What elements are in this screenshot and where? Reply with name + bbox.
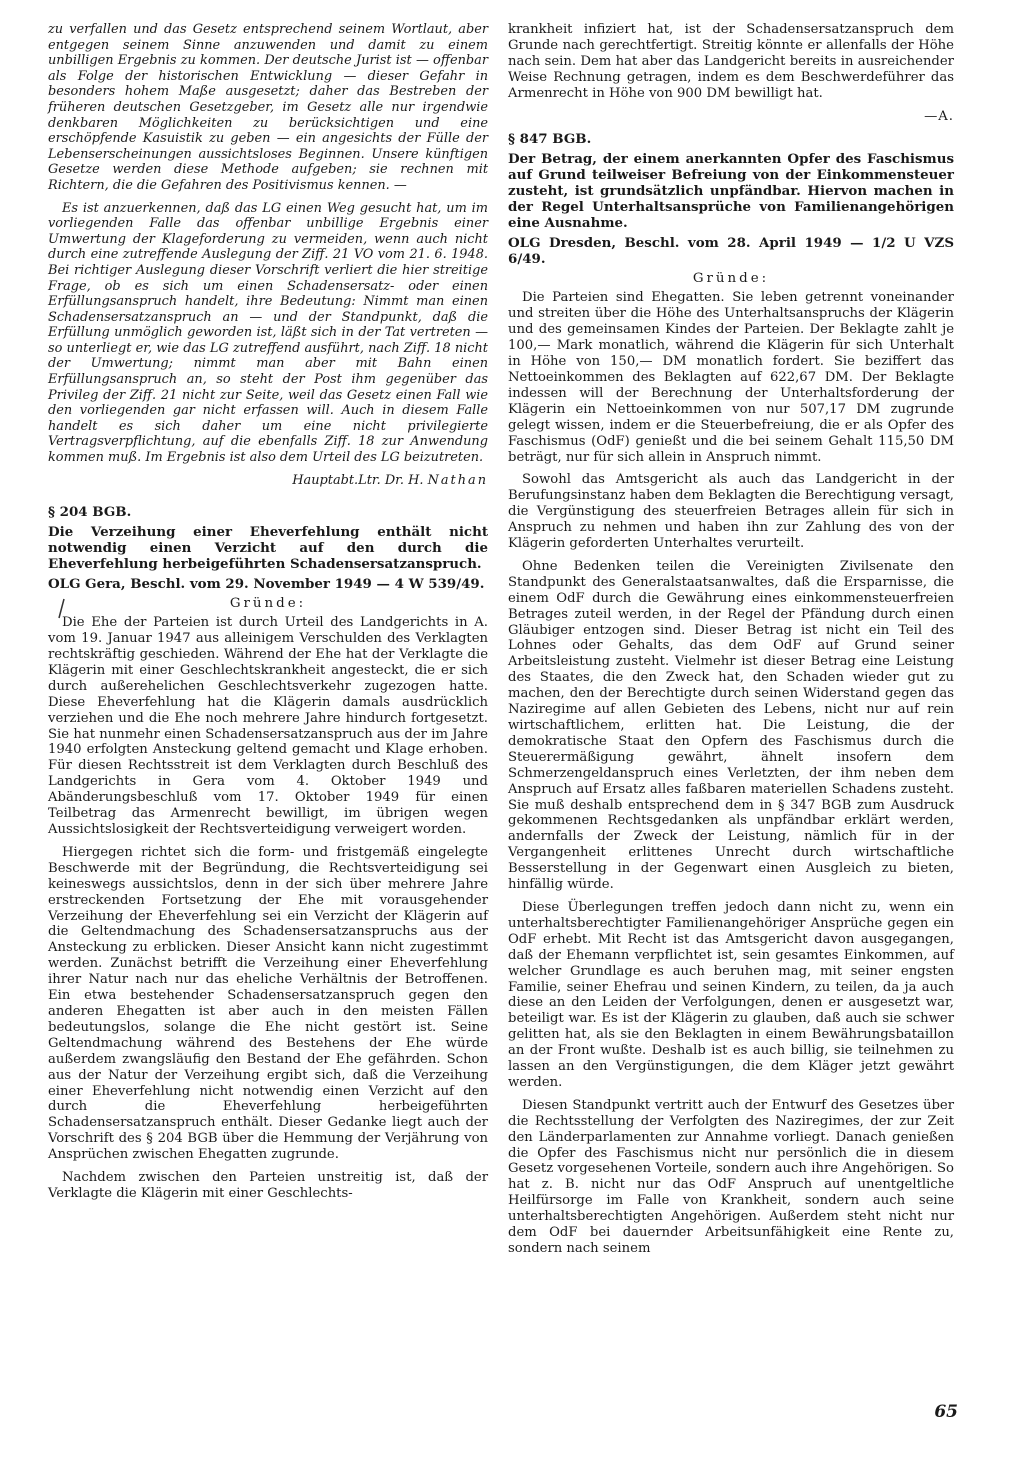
body-paragraph: Sowohl das Amtsgericht als auch das Landgericht in der Berufungsinstanz haben dem Beklagten die Berechtigung versagt, die Vergünstigung des steuerfreien Betrages allein für sich in Anspruch zu nehmen und haben ihn zur Zahlung des von der Klägerin geforderten Unterhaltes verurteilt. <box>508 472 954 552</box>
body-paragraph: Nachdem zwischen den Parteien unstreitig ist, daß der Verklagte die Klägerin mit einer Geschlechts- <box>48 1170 488 1201</box>
body-paragraph: Ohne Bedenken teilen die Vereinigten Zivilsenate den Standpunkt des Generalstaatsanwaltes, daß die Ersparnisse, die einem OdF durch die Gewährung eines einkommensteuerfreien Betrages zuteil werden, in der Regel der Pfändung durch einen Gläubiger entzogen sind. Dieser Betrag ist nicht ein Teil des Lohnes oder Gehalts, das dem OdF auf Grund seiner Arbeitsleistung zusteht. Vielmehr ist dieser Betrag eine Leistung des Staates, die den Zweck hat, den Schaden wieder gut zu machen, den der Berechtigte durch seinen Widerstand gegen das Naziregime auf allen Gebieten des Lebens, nicht nur auf rein wirtschaftlichem, erlitten hat. Die Leistung, die der demokratische Staat den Opfern des Faschismus durch die Steuerermäßigung gewährt, ähnelt insofern dem Schmerzengeldanspruch eines Verletzten, der ihm neben dem Anspruch auf Ersatz alles faßbaren materiellen Schadens zusteht. Sie muß deshalb entsprechend dem in § 347 BGB zum Ausdruck gekommenen Rechtsgedanken als unpfändbar erklärt werden, andernfalls der Zweck der Leistung, nämlich für in der Vergangenheit erlittenes Unrecht durch wirtschaftliche Besserstellung in der Gegenwart einen Ausgleich zu bieten, hinfällig würde. <box>508 558 954 893</box>
gruende-heading: Gründe: <box>229 596 307 612</box>
body-paragraph: Diese Überlegungen treffen jedoch dann nicht zu, wenn ein unterhaltsberechtigter Familienangehöriger Ansprüche gegen ein OdF erhebt. Mit Recht ist das Amtsgericht davon ausgegangen, daß der Ehemann verpflichtet ist, sein gesamtes Einkommen, auf welcher Grundlage es auch beruhen mag, mit seiner engsten Familie, seiner Ehefrau und seinen Kindern, zu teilen, da ja auch diese an den Leiden der Verfolgungen, denen er ausgesetzt war, beteiligt war. Es ist der Klägerin zu glauben, daß auch sie schwer gelitten hat, als sie den Beklagten in einem Bewährungsbataillon an der Front wußte. Deshalb ist es auch billig, sie teilnehmen zu lassen an den Vergünstigungen, die dem Kläger jetzt gewährt werden. <box>508 899 954 1090</box>
court-citation: OLG Dresden, Beschl. vom 28. April 1949 — 1/2 U VZS 6/49. <box>508 235 954 268</box>
section-headnote: Die Verzeihung einer Eheverfehlung enthält nicht notwendig einen Verzicht auf den durch die Eheverfehlung herbeigeführten Schadensersatzanspruch. <box>48 524 488 573</box>
margin-pencil-mark <box>56 598 66 620</box>
section-title: § 847 BGB. <box>508 131 592 148</box>
signature-name: Nathan <box>427 472 488 488</box>
body-paragraph: Diesen Standpunkt vertritt auch der Entwurf des Gesetzes über die Rechtsstellung der Verfolgten des Naziregimes, der zur Zeit den Länderparlamenten zur Annahme vorliegt. Danach genießen die Opfer des Faschismus nicht nur persönlich die in diesem Gesetz vorgesehenen Vorteile, sondern auch ihre Angehörigen. So hat z. B. nicht nur das OdF Anspruch auf unentgeltliche Heilfürsorge im Falle von Krankheit, sondern auch seine unterhaltsberechtigten Angehörigen. Außerdem steht nicht nur dem OdF bei dauernder Arbeitsunfähigkeit eine Rente zu, sondern nach seinem <box>508 1097 954 1256</box>
section-title: § 204 BGB. <box>48 504 132 521</box>
body-paragraph: Hiergegen richtet sich die form- und fristgemäß eingelegte Beschwerde mit der Begründung, die Rechtsverteidigung sei keineswegs aussichtslos, denn in der sich über mehrere Jahre erstreckenden Fortsetzung der Ehe mit vorausgehender Verzeihung der Eheverfehlung sei ein Verzicht der Klägerin auf die Geltendmachung des Schadensersatzanspruchs aus der Ansteckung zu erblicken. Dieser Ansicht kann nicht zugestimmt werden. Zunächst betrifft die Verzeihung einer Eheverfehlung ihrer Natur nach nur das eheliche Verhältnis der Betroffenen. Ein etwa bestehender Schadensersatzanspruch gegen den anderen Ehegatten ist aber auch in den meisten Fällen bedeutungslos, solange die Ehe nicht gestört ist. Seine Geltendmachung während des Bestehens der Ehe würde außerdem zwangsläufig den Bestand der Ehe gefährden. Schon aus der Natur der Verzeihung ergibt sich, daß die Verzeihung einer Eheverfehlung nicht notwendig einen Verzicht auf den durch die Eheverfehlung herbeigeführten Schadensersatzanspruch enthält. Dieser Gedanke liegt auch der Vorschrift des § 204 BGB über die Hemmung der Verjährung von Ansprüchen zwischen Ehegatten zugrunde. <box>48 844 488 1163</box>
court-citation: OLG Gera, Beschl. vom 29. November 1949 — 4 W 539/49. <box>48 576 485 593</box>
section-headnote: Der Betrag, der einem anerkannten Opfer des Faschismus auf Grund teilweiser Befreiung von der Einkommensteuer zusteht, ist grundsätzlich unpfändbar. Hiervon machen in der Regel Unterhaltsansprüche von Familienangehörigen eine Ausnahme. <box>508 151 954 232</box>
left-column <box>48 22 488 1209</box>
author-signature <box>48 473 488 489</box>
commentary-paragraph: zu verfallen und das Gesetz entsprechend seinem Wortlaut, aber entgegen seinem Sinne anzuwenden und damit zu einem unbilligen Ergebnis zu kommen. Der deutsche Jurist ist — offenbar als Folge der historischen Entwicklung — dieser Gefahr in besonders hohem Maße ausgesetzt; daher das Bestreben der früheren deutschen Gesetzgeber, im Gesetz alle nur irgendwie denkbaren Möglichkeiten zu berücksichtigen und eine erschöpfende Kasuistik zu geben — ein angesichts der Fülle der Lebenserscheinungen aussichtsloses Beginnen. Unsere künftigen Gesetze werden diese Methode aufgeben; sie rechnen mit Richtern, die die Gefahren des Positivismus kennen. — <box>48 22 488 193</box>
commentary-paragraph: Es ist anzuerkennen, daß das LG einen Weg gesucht hat, um im vorliegenden Falle das offenbar unbillige Ergebnis einer Umwertung der Klageforderung zu vermeiden, wenn auch nicht durch eine zutreffende Auslegung der Ziff. 21 VO vom 21. 6. 1948. Bei richtiger Auslegung dieser Vorschrift verliert die hier streitige Frage, ob es sich um einen Schadensersatz- oder einen Erfüllungsanspruch handelt, ihre Bedeutung: Nimmt man einen Schadensersatzanspruch an — und der Standpunkt, daß die Erfüllung unmöglich geworden ist, läßt sich in der Tat vertreten — so unterliegt er, wie das LG zutreffend ausführt, nach Ziff. 18 nicht der Umwertung; nimmt man aber mit Bahn einen Erfüllungsanspruch an, so steht der Post ihm gegenüber das Privileg der Ziff. 21 nicht zur Seite, weil das Gesetz einen Fall wie den vorliegenden gar nicht erfassen will. Auch in diesem Falle handelt es sich daher um eine nicht privilegierte Vertragsverpflichtung, auf die ebenfalls Ziff. 18 zur Anwendung kommen muß. Im Ergebnis ist also dem Urteil des LG beizutreten. <box>48 200 488 466</box>
page-number: 65 <box>934 1402 958 1422</box>
continuation-sign: —A. <box>924 108 954 124</box>
commentary-block <box>48 22 488 466</box>
signature-prefix: Hauptabt.Ltr. Dr. H. <box>292 472 428 488</box>
gruende-heading: Gründe: <box>692 271 770 287</box>
body-paragraph: Die Ehe der Parteien ist durch Urteil des Landgerichts in A. vom 19. Januar 1947 aus alleinigem Verschulden des Verklagten rechtskräftig geschieden. Während der Ehe hat der Verklagte die Klägerin mit einer Geschlechtskrankheit angesteckt, die er sich durch außerehelichen Geschlechtsverkehr zugezogen hatte. Diese Eheverfehlung hat die Klägerin damals ausdrücklich verziehen und die Ehe noch mehrere Jahre hindurch fortgesetzt. Sie hat nunmehr einen Schadensersatzanspruch aus der im Jahre 1940 erfolgten Ansteckung geltend gemacht und Klage erhoben. Für diesen Rechtsstreit ist dem Verklagten durch Beschluß des Landgerichts in Gera vom 4. Oktober 1949 und Abänderungsbeschluß vom 17. Oktober 1949 für einen Teilbetrag das Armenrecht bewilligt, im übrigen wegen Aussichtslosigkeit der Rechtsverteidigung verweigert worden. <box>48 615 488 837</box>
body-paragraph: Die Parteien sind Ehegatten. Sie leben getrennt voneinander und streiten über die Höhe des Unterhaltsanspruchs der Klägerin und des gemeinsamen Kindes der Parteien. Der Beklagte zahlt je 100,— Mark monatlich, während die Klägerin für sich Unterhalt in Höhe von 150,— DM monatlich fordert. Sie beziffert das Nettoeinkommen des Beklagten auf 622,67 DM. Der Beklagte indessen will der Berechnung der Unterhaltsforderung der Klägerin ein Nettoeinkommen von nur 507,17 DM zugrunde gelegt wissen, indem er die Steuerbefreiung, die er als Opfer des Faschismus (OdF) genießt und die bei seinem Gehalt 115,50 DM beträgt, nur für sich allein in Anspruch nimmt. <box>508 290 954 465</box>
right-column <box>508 22 954 1264</box>
body-paragraph: krankheit infiziert hat, ist der Schadensersatzanspruch dem Grunde nach gerechtfertigt. Streitig könnte er allenfalls der Höhe nach sein. Dem hat aber das Landgericht bereits in ausreichender Weise Rechnung getragen, indem es dem Beschwerdeführer das Armenrecht in Höhe von 900 DM bewilligt hat. <box>508 22 954 101</box>
